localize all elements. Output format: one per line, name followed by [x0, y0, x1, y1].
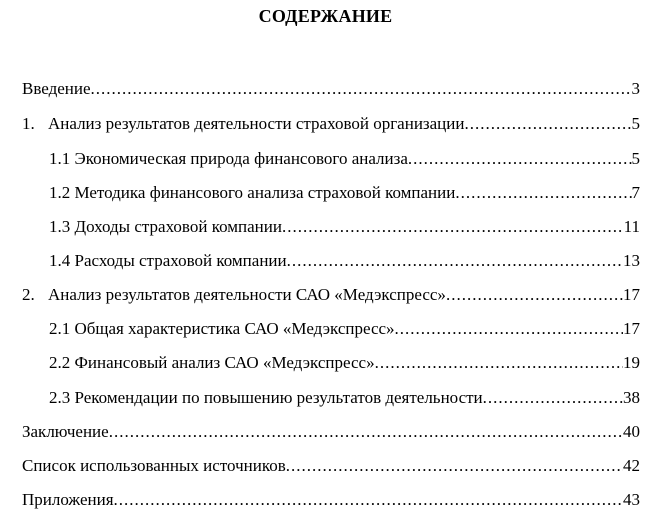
- toc-leader-dots: [483, 387, 623, 409]
- toc-leader-dots: [109, 421, 623, 443]
- toc-leader-dots: [464, 113, 631, 135]
- toc-entry-label: Список использованных источников: [22, 456, 286, 475]
- toc-entry-page: 5: [631, 149, 640, 168]
- toc-entry-page: 40: [623, 422, 640, 441]
- toc-entry-label: 1.3 Доходы страховой компании: [49, 217, 282, 236]
- toc-entry-label: 2.2 Финансовый анализ САО «Медэкспресс»: [49, 353, 375, 372]
- toc-entry-page: 7: [631, 183, 640, 202]
- toc-entry-label: 1.1 Экономическая природа финансового анализа: [49, 149, 408, 168]
- toc-entry-number: 2.: [22, 285, 35, 304]
- toc-leader-dots: [287, 250, 623, 272]
- toc-entry-chapter-1[interactable]: [22, 113, 640, 135]
- toc-entry-chapter-2[interactable]: [22, 284, 640, 306]
- toc-entry-number: 1.: [22, 114, 35, 133]
- toc-entry-conclusion[interactable]: [22, 421, 640, 443]
- toc-leader-dots: [375, 352, 623, 374]
- toc-entry-introduction[interactable]: [22, 78, 640, 100]
- toc-entry-section-1-1[interactable]: [49, 148, 640, 170]
- toc-entry-page: 11: [623, 217, 640, 236]
- toc-entry-label: 2.1 Общая характеристика САО «Медэкспресс»: [49, 319, 395, 338]
- page-title: СОДЕРЖАНИЕ: [258, 6, 393, 26]
- toc-entry-page: 42: [623, 456, 640, 475]
- toc-leader-dots: [455, 182, 631, 204]
- toc-entry-appendices[interactable]: [22, 489, 640, 511]
- toc-leader-dots: [408, 148, 632, 170]
- toc-entry-section-1-4[interactable]: [49, 250, 640, 272]
- toc-entry-section-2-1[interactable]: [49, 318, 640, 340]
- toc-entry-section-2-2[interactable]: [49, 352, 640, 374]
- toc-entry-references[interactable]: [22, 455, 640, 477]
- toc-entry-label: Введение: [22, 79, 91, 98]
- toc-entry-label: 1.2 Методика финансового анализа страховой компании: [49, 183, 456, 202]
- toc-entry-section-1-3[interactable]: [49, 216, 640, 238]
- toc-leader-dots: [446, 284, 623, 306]
- toc-leader-dots: [114, 489, 623, 511]
- toc-entry-label: Заключение: [22, 422, 109, 441]
- toc-entry-page: 5: [631, 114, 640, 133]
- toc-entry-label: Анализ результатов деятельности страховой организации: [48, 114, 465, 133]
- toc-entry-page: 19: [623, 353, 640, 372]
- toc-entry-page: 17: [623, 285, 640, 304]
- toc-entry-label: 2.3 Рекомендации по повышению результатов деятельности: [49, 388, 483, 407]
- toc-entry-label: 1.4 Расходы страховой компании: [49, 251, 287, 270]
- toc-leader-dots: [395, 318, 623, 340]
- toc-entry-page: 17: [623, 319, 640, 338]
- toc-entry-label: Анализ результатов деятельности САО «Медэкспресс»: [48, 285, 446, 304]
- toc-entry-page: 43: [623, 490, 640, 509]
- toc-entry-page: 38: [623, 388, 640, 407]
- toc-leader-dots: [286, 455, 623, 477]
- toc-entry-page: 13: [623, 251, 640, 270]
- toc-entry-section-2-3[interactable]: [49, 387, 640, 409]
- toc-leader-dots: [91, 78, 632, 100]
- toc-entry-page: 3: [631, 79, 640, 98]
- toc-entry-section-1-2[interactable]: [49, 182, 640, 204]
- toc-entry-label: Приложения: [22, 490, 114, 509]
- toc-leader-dots: [282, 216, 624, 238]
